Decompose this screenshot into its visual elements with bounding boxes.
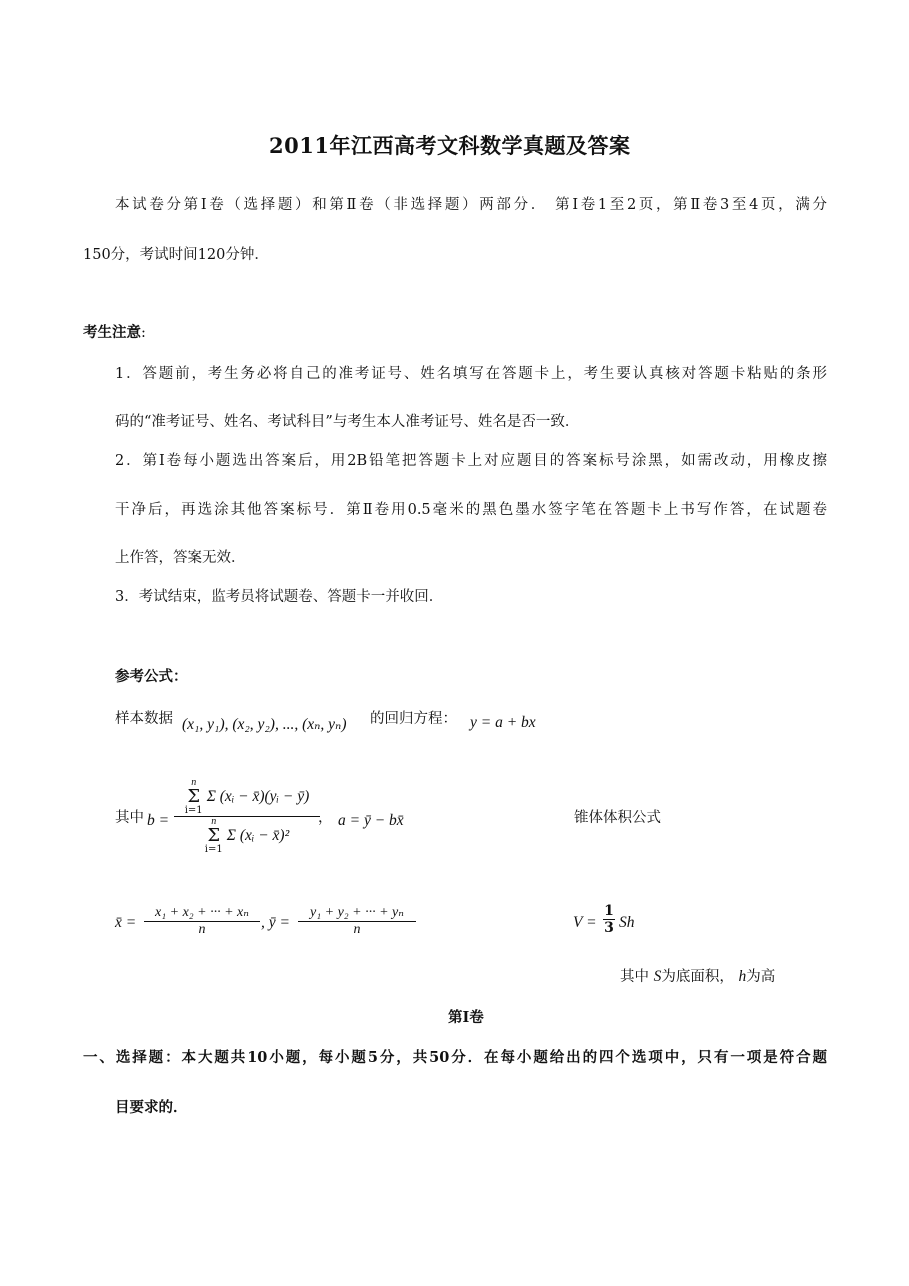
notice-item-2-line-2: 干净后，再选涂其他答案标号．第Ⅱ卷用0.5毫米的黑色墨水签字笔在答题卡上书写作答，在试题卷 [115, 502, 827, 518]
part1-heading: 第Ⅰ卷 [448, 1009, 484, 1026]
sum-bottom-limit-2: i=1 [204, 844, 223, 855]
note-s: S [653, 968, 662, 985]
v-denominator: 3 [604, 920, 614, 936]
sample-prefix: 样本数据 [115, 711, 173, 727]
notice-item-1-line-1: 1．答题前，考生务必将自己的准考证号、姓名填写在答题卡上，考生要认真核对答题卡粘贴的条形 [115, 366, 827, 382]
xbar-denominator: n [198, 922, 206, 937]
qizhong-label: 其中 [115, 810, 144, 826]
ybar-lhs: , ȳ = [261, 914, 290, 931]
notice-item-3: 3．考试结束，监考员将试题卷、答题卡一并收回． [115, 589, 444, 605]
sum-symbol-top [185, 778, 203, 816]
b-denominator: Σ (xᵢ − x̄)² [226, 827, 290, 844]
a-equation: a = ȳ − bx̄ [338, 812, 404, 829]
v-fraction [603, 903, 615, 936]
section-1-line-1: 一、选择题：本大题共10小题，每小题5分，共50分．在每小题给出的四个选项中，只有一项是符合题 [83, 1049, 827, 1066]
regression-label: 的回归方程： [370, 711, 457, 727]
sum-top-limit: n [191, 777, 197, 788]
notice-item-2-line-1: 2．第Ⅰ卷每小题选出答案后，用2B铅笔把答题卡上对应题目的答案标号涂黑，如需改动，用橡皮擦 [115, 453, 827, 469]
b-lhs: b = [147, 812, 170, 829]
sigma-icon: Σ [187, 786, 201, 807]
cone-note [620, 965, 775, 986]
v-lhs: V = [573, 914, 597, 931]
sum-symbol-bottom [205, 817, 223, 855]
b-numerator-row [185, 778, 310, 816]
b-comma: ， [318, 810, 333, 826]
b-fraction [174, 778, 320, 855]
sum-top-limit-2: n [211, 816, 217, 827]
note-prefix: 其中 [620, 969, 649, 985]
ybar-denominator: n [353, 922, 361, 937]
cone-volume-label: 锥体体积公式 [574, 810, 661, 826]
note-h: h [738, 968, 747, 985]
sample-data-formula: (x₁, y₁), (x₂, y₂), ..., (xₙ, yₙ) [182, 716, 347, 733]
note-end: 为高 [746, 969, 776, 985]
xbar-lhs: x̄ = [115, 914, 137, 931]
ybar-fraction [298, 904, 416, 938]
formulas-heading: 参考公式： [115, 668, 188, 685]
notice-item-1-line-2: 码的“准考证号、姓名、考试科目”与考生本人准考证号、姓名是否一致． [115, 414, 580, 430]
sigma-icon-2: Σ [207, 825, 221, 846]
xbar-fraction [144, 904, 260, 938]
intro-line-2: 150分，考试时间120分钟． [83, 247, 269, 263]
v-rest: Sh [619, 914, 635, 931]
b-numerator: Σ (xᵢ − x̄)(yᵢ − ȳ) [206, 788, 310, 805]
b-denominator-row [205, 817, 289, 855]
v-numerator: 1 [604, 903, 614, 919]
ybar-numerator: y₁ + y₂ + ··· + yₙ [310, 905, 404, 920]
note-mid: 为底面积， [661, 969, 734, 985]
regression-equation: y = a + bx [470, 714, 536, 731]
intro-line-1: 本试卷分第Ⅰ卷（选择题）和第Ⅱ卷（非选择题）两部分． 第Ⅰ卷1至2页，第Ⅱ卷3至4页，满分 [115, 197, 827, 213]
section-1-line-2: 目要求的． [115, 1099, 188, 1116]
sum-bottom-limit: i=1 [184, 805, 203, 816]
notice-item-2-line-3: 上作答，答案无效． [115, 550, 246, 566]
notice-heading-colon: : [141, 325, 146, 341]
page-title: 2011年江西高考文科数学真题及答案 [269, 133, 631, 158]
xbar-numerator: x₁ + x₂ + ··· + xₙ [155, 905, 249, 920]
notice-heading-text: 考生注意 [83, 324, 141, 341]
notice-heading [83, 321, 146, 342]
